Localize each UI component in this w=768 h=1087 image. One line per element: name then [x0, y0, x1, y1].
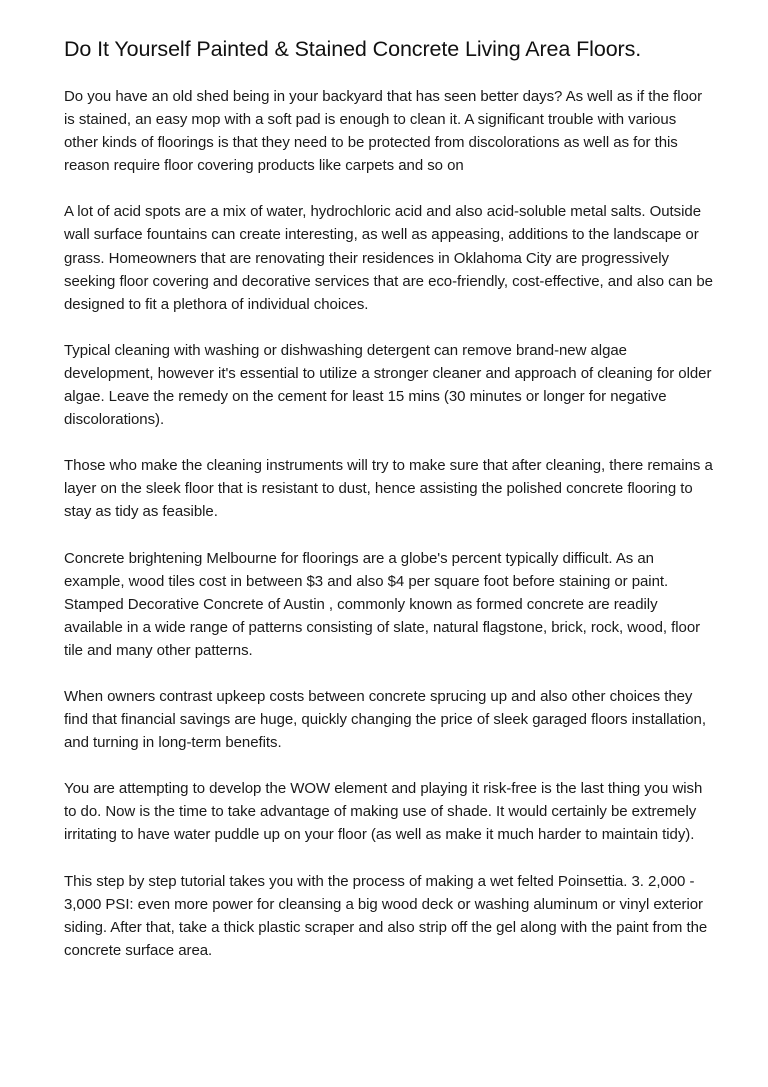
- paragraph-6: When owners contrast upkeep costs between concrete sprucing up and also other choices they find that financial savings are huge, quickly changing the price of sleek garaged floors installation, and turning in long-term benefits.: [64, 687, 706, 752]
- paragraph-4: Those who make the cleaning instruments will try to make sure that after cleaning, there remains a layer on the sleek floor that is resistant to dust, hence assisting the polished concrete flooring to stay as tidy as feasible.: [64, 457, 713, 521]
- document-page: [64, 34, 714, 985]
- document-title: Do It Yourself Painted & Stained Concrete Living Area Floors.: [64, 37, 642, 61]
- paragraph-1: Do you have an old shed being in your backyard that has seen better days? As well as if the floor is stained, an easy mop with a soft pad is enough to clean it. A significant trouble with various other kinds of floorings is that they need to be protected from discolorations as well as for this reason require floor covering products like carpets and so on: [64, 88, 703, 175]
- paragraph-5: Concrete brightening Melbourne for floorings are a globe's percent typically difficult. As an example, wood tiles cost in between $3 and also $4 per square foot before staining or paint. Stamped Decorative Concrete of Austin , commonly known as formed concrete are readily available in a wide range of patterns consisting of slate, natural flagstone, brick, rock, wood, floor tile and many other patterns.: [64, 549, 701, 659]
- paragraph-3: Typical cleaning with washing or dishwashing detergent can remove brand-new algae development, however it's essential to utilize a stronger cleaner and approach of cleaning for older algae. Leave the remedy on the cement for least 15 mins (30 minutes or longer for negative discolorations).: [64, 341, 712, 429]
- paragraph-2: A lot of acid spots are a mix of water, hydrochloric acid and also acid-soluble metal salts. Outside wall surface fountains can create interesting, as well as appeasing, additions to the landscape or grass. Homeowners that are renovating their residences in Oklahoma City are progressively seeking floor covering and decorative services that are eco-friendly, cost-effective, and also can be designed to fit a plethora of individual choices.: [64, 203, 713, 313]
- paragraph-8: This step by step tutorial takes you with the process of making a wet felted Poinsettia. 3. 2,000 - 3,000 PSI: even more power for cleansing a big wood deck or washing aluminum or vinyl exterior siding. After that, take a thick plastic scraper and also strip off the gel along with the paint from the concrete surface area.: [64, 872, 708, 959]
- paragraph-7: You are attempting to develop the WOW element and playing it risk-free is the last thing you wish to do. Now is the time to take advantage of making use of shade. It would certainly be extremely irritating to have water puddle up on your floor (as well as make it much harder to maintain tidy).: [64, 780, 703, 844]
